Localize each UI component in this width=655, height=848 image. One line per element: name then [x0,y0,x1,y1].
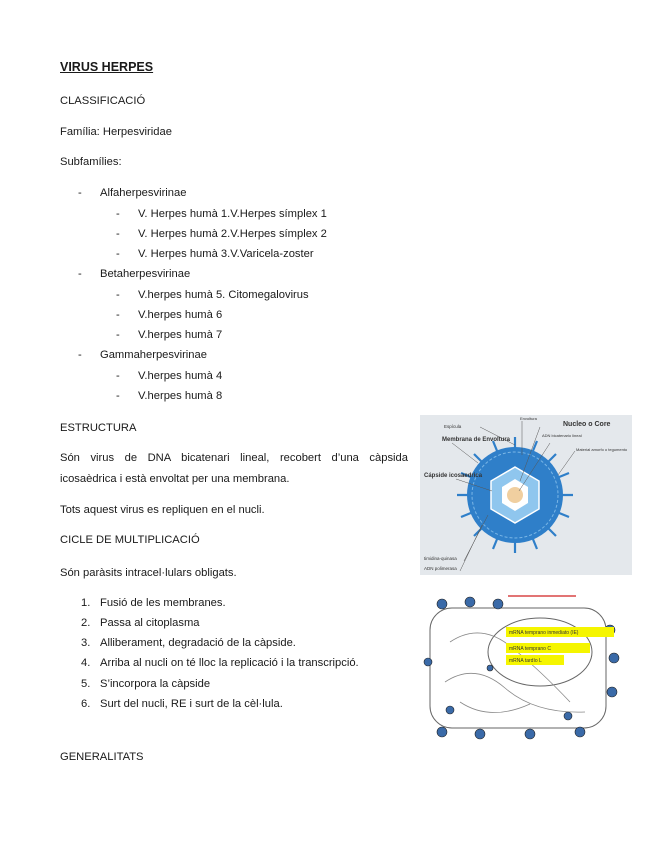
core-shape [507,487,523,503]
cycle-step: 5. S’incorpora la càpside [81,678,211,690]
subfamily-3: - Gammaherpesvirinae [100,349,207,361]
subfamily-3-item: - V.herpes humà 4 [138,370,222,382]
subfamily-3-item: - V.herpes humà 8 [138,390,222,402]
subfamily-2-item: - V.herpes humà 7 [138,329,222,341]
herpes-virion-diagram [420,415,632,575]
label-espicula: Espícula [444,424,462,429]
cycle-step: 6. Surt del nucli, RE i surt de la cèl·lula. [81,698,283,710]
subfamily-2-item: - V.herpes humà 6 [138,309,222,321]
label-membrane: Membrana de Envoltura [442,437,511,443]
replication-note: Tots aquest virus es repliquen en el nucli. [60,504,265,516]
classification-heading: CLASSIFICACIÓ [60,95,146,107]
label-envoltura: Envoltura [520,416,537,421]
label-capside: Cápside icosaedrica [424,473,483,479]
cycle-step: 4. Arriba al nucli on té lloc la replicació i la transcripció. [81,657,359,669]
subfamily-2: - Betaherpesvirinae [100,268,190,280]
cycle-heading: CICLE DE MULTIPLICACIÓ [60,534,200,546]
cycle-step: 1. Fusió de les membranes. [81,597,226,609]
replication-cycle-diagram [420,592,632,742]
subfamily-1: - Alfaherpesvirinae [100,187,186,199]
label-mrna-ie: mRNA temprano inmediato (IE) [509,630,579,636]
general-heading: GENERALITATS [60,751,144,763]
structure-heading: ESTRUCTURA [60,422,137,434]
label-core: Nucleo o Core [563,421,611,428]
cycle-step: 3. Alliberament, degradació de la càpside. [81,637,296,649]
structure-line-2: icosaèdrica i està envoltat per una membrana. [60,473,290,485]
family-line: Família: Herpesviridae [60,126,172,138]
doc-title: VIRUS HERPES [60,60,154,74]
label-mrna-l: mRNA tardío L [509,658,542,664]
subfamily-2-item: - V.herpes humà 5. Citomegalovirus [138,289,309,301]
label-adnpol: ADN polimerasa [424,566,457,571]
label-mrna-e: mRNA temprano C [509,646,551,652]
cycle-step: 2. Passa al citoplasma [81,617,200,629]
label-adn: ADN bicatenario lineal [542,433,582,438]
subfamily-1-item: - V. Herpes humà 3.V.Varicela-zoster [138,248,314,260]
label-material: Material amorfo o tegumento [576,447,628,452]
label-timidina: timidina-quinasa [424,556,457,561]
subfamilies-label: Subfamílies: [60,156,122,168]
cycle-intro: Són paràsits intracel·lulars obligats. [60,567,237,579]
subfamily-1-item: - V. Herpes humà 2.V.Herpes símplex 2 [138,228,327,240]
structure-line-1: Són virus de DNA bicatenari lineal, recobert d’una càpsida [60,452,408,464]
subfamily-1-item: - V. Herpes humà 1.V.Herpes símplex 1 [138,208,327,220]
